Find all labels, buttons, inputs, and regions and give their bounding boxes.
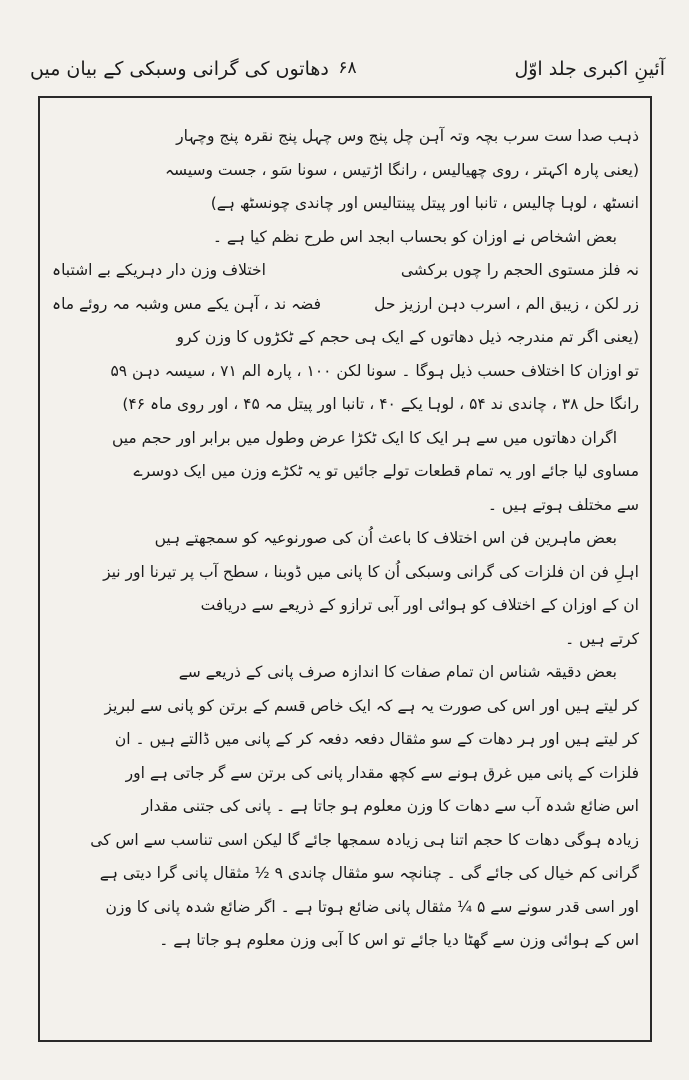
text-line: کر لیتے ہیں اور ہر دھات کے سو مثقال دفعہ دفعہ کر کے پانی میں ڈالتے ہیں ۔ ان [114,730,639,748]
section-title: دھاتوں کی گرانی وسبکی کے بیان میں [30,58,329,80]
running-head [30,48,665,98]
verse-hemistich-left: اختلاف وزن دار دہریکے بے اشتباہ [52,261,266,279]
text-line: اس ضائع شدہ آب سے دھات کا وزن معلوم ہو جاتا ہے ۔ پانی کی جتنی مقدار [141,797,639,815]
text-line: کرتے ہیں ۔ [565,629,639,648]
verse-couplet [52,288,639,322]
text-line: کر لیتے ہیں اور اس کی صورت یہ ہے کہ ایک خاص قسم کے برتن کو پانی سے لبریز [104,696,639,715]
text-line: مساوی لیا جائے اور یہ تمام قطعات تولے جائیں تو یہ ٹکڑے وزن میں ایک دوسرے [133,462,639,480]
verse-hemistich-right: نہ فلز مستوی الحجم را چوں برکشی [400,261,639,279]
text-line: بعض اشخاص نے اوزان کو بحساب ابجد اس طرح نظم کیا ہے ۔ [212,227,617,246]
text-line: اور اسی قدر سونے سے ۵ ¼ مثقال پانی ضائع ہوتا ہے ۔ اگر ضائع شدہ پانی کا وزن [105,897,639,916]
text-line: سے مختلف ہوتے ہیں ۔ [487,495,639,514]
text-line: فلزات کے پانی میں غرق ہونے سے کچھ مقدار پانی کی برتن سے گر جاتی ہے اور [125,763,639,782]
text-line: گرانی کم خیال کی جائے گی ۔ چنانچہ سو مثقال چاندی ۹ ½ مثقال پانی گرا دیتی ہے [99,864,639,882]
text-line: (یعنی اگر تم مندرجہ ذیل دھاتوں کے ایک ہی حجم کے ٹکڑوں کا وزن کرو [176,328,639,346]
verse-hemistich-right: زر لکن ، زیبق الم ، اسرب دہن ارزیز حل [374,294,639,313]
text-line: ان کے اوزان کے اختلاف کو ہوائی اور آبی ترازو کے ذریعے سے دریافت [200,596,639,614]
page-body [52,120,639,1030]
text-line: بعض دقیقہ شناس ان تمام صفات کا اندازہ صرف پانی کے ذریعے سے [178,663,617,681]
text-line: رانگا حل ۳۸ ، چاندی ند ۵۴ ، لوہا یکے ۴۰ ، تانبا اور پیتل مہ ۴۵ ، اور روی ماہ ۴۶) [122,395,639,413]
text-line: اگران دھاتوں میں سے ہر ایک کا ایک ٹکڑا عرض وطول میں برابر اور حجم میں [111,428,617,447]
text-line: اہلِ فن ان فلزات کی گرانی وسبکی اُن کا پانی میں ڈوبنا ، سطح آب پر تیرنا اور نیز [103,562,639,581]
text-line: بعض ماہرین فن اس اختلاف کا باعث اُن کی صورنوعیہ کو سمجھتے ہیں [154,529,617,547]
text-line: (یعنی پارہ اکہتر ، روی چھیالیس ، رانگا اڑتیس ، سونا سَو ، جست وسیسہ [164,160,639,179]
page-number: ۶۸ [338,58,357,78]
verse-couplet [52,254,639,288]
text-line: تو اوزان کا اختلاف حسب ذیل ہوگا ۔ سونا لکن ۱۰۰ ، پارہ الم ۷۱ ، سیسہ دہن ۵۹ [110,361,639,380]
text-line: ذہب صدا ست سرب بچہ وتہ آہن چل پنج وس چہل پنج نقرہ پنج وچہار [176,127,639,145]
book-title: آئینِ اکبری جلد اوّل [514,58,665,80]
text-line: اس کے ہوائی وزن سے گھٹا دیا جائے تو اس کا آبی وزن معلوم ہو جاتا ہے ۔ [159,931,639,949]
verse-hemistich-left: فضہ ند ، آہن یکے مس وشبہ مہ روئے ماہ [52,294,322,313]
text-line: زیادہ ہوگی دھات کا حجم اتنا ہی زیادہ سمجھا جائے گا لیکن اسی تناسب سے اس کی [90,830,639,849]
text-line: انسٹھ ، لوہا چالیس ، تانبا اور پیتل پینتالیس اور چاندی چونسٹھ ہے) [210,194,639,212]
